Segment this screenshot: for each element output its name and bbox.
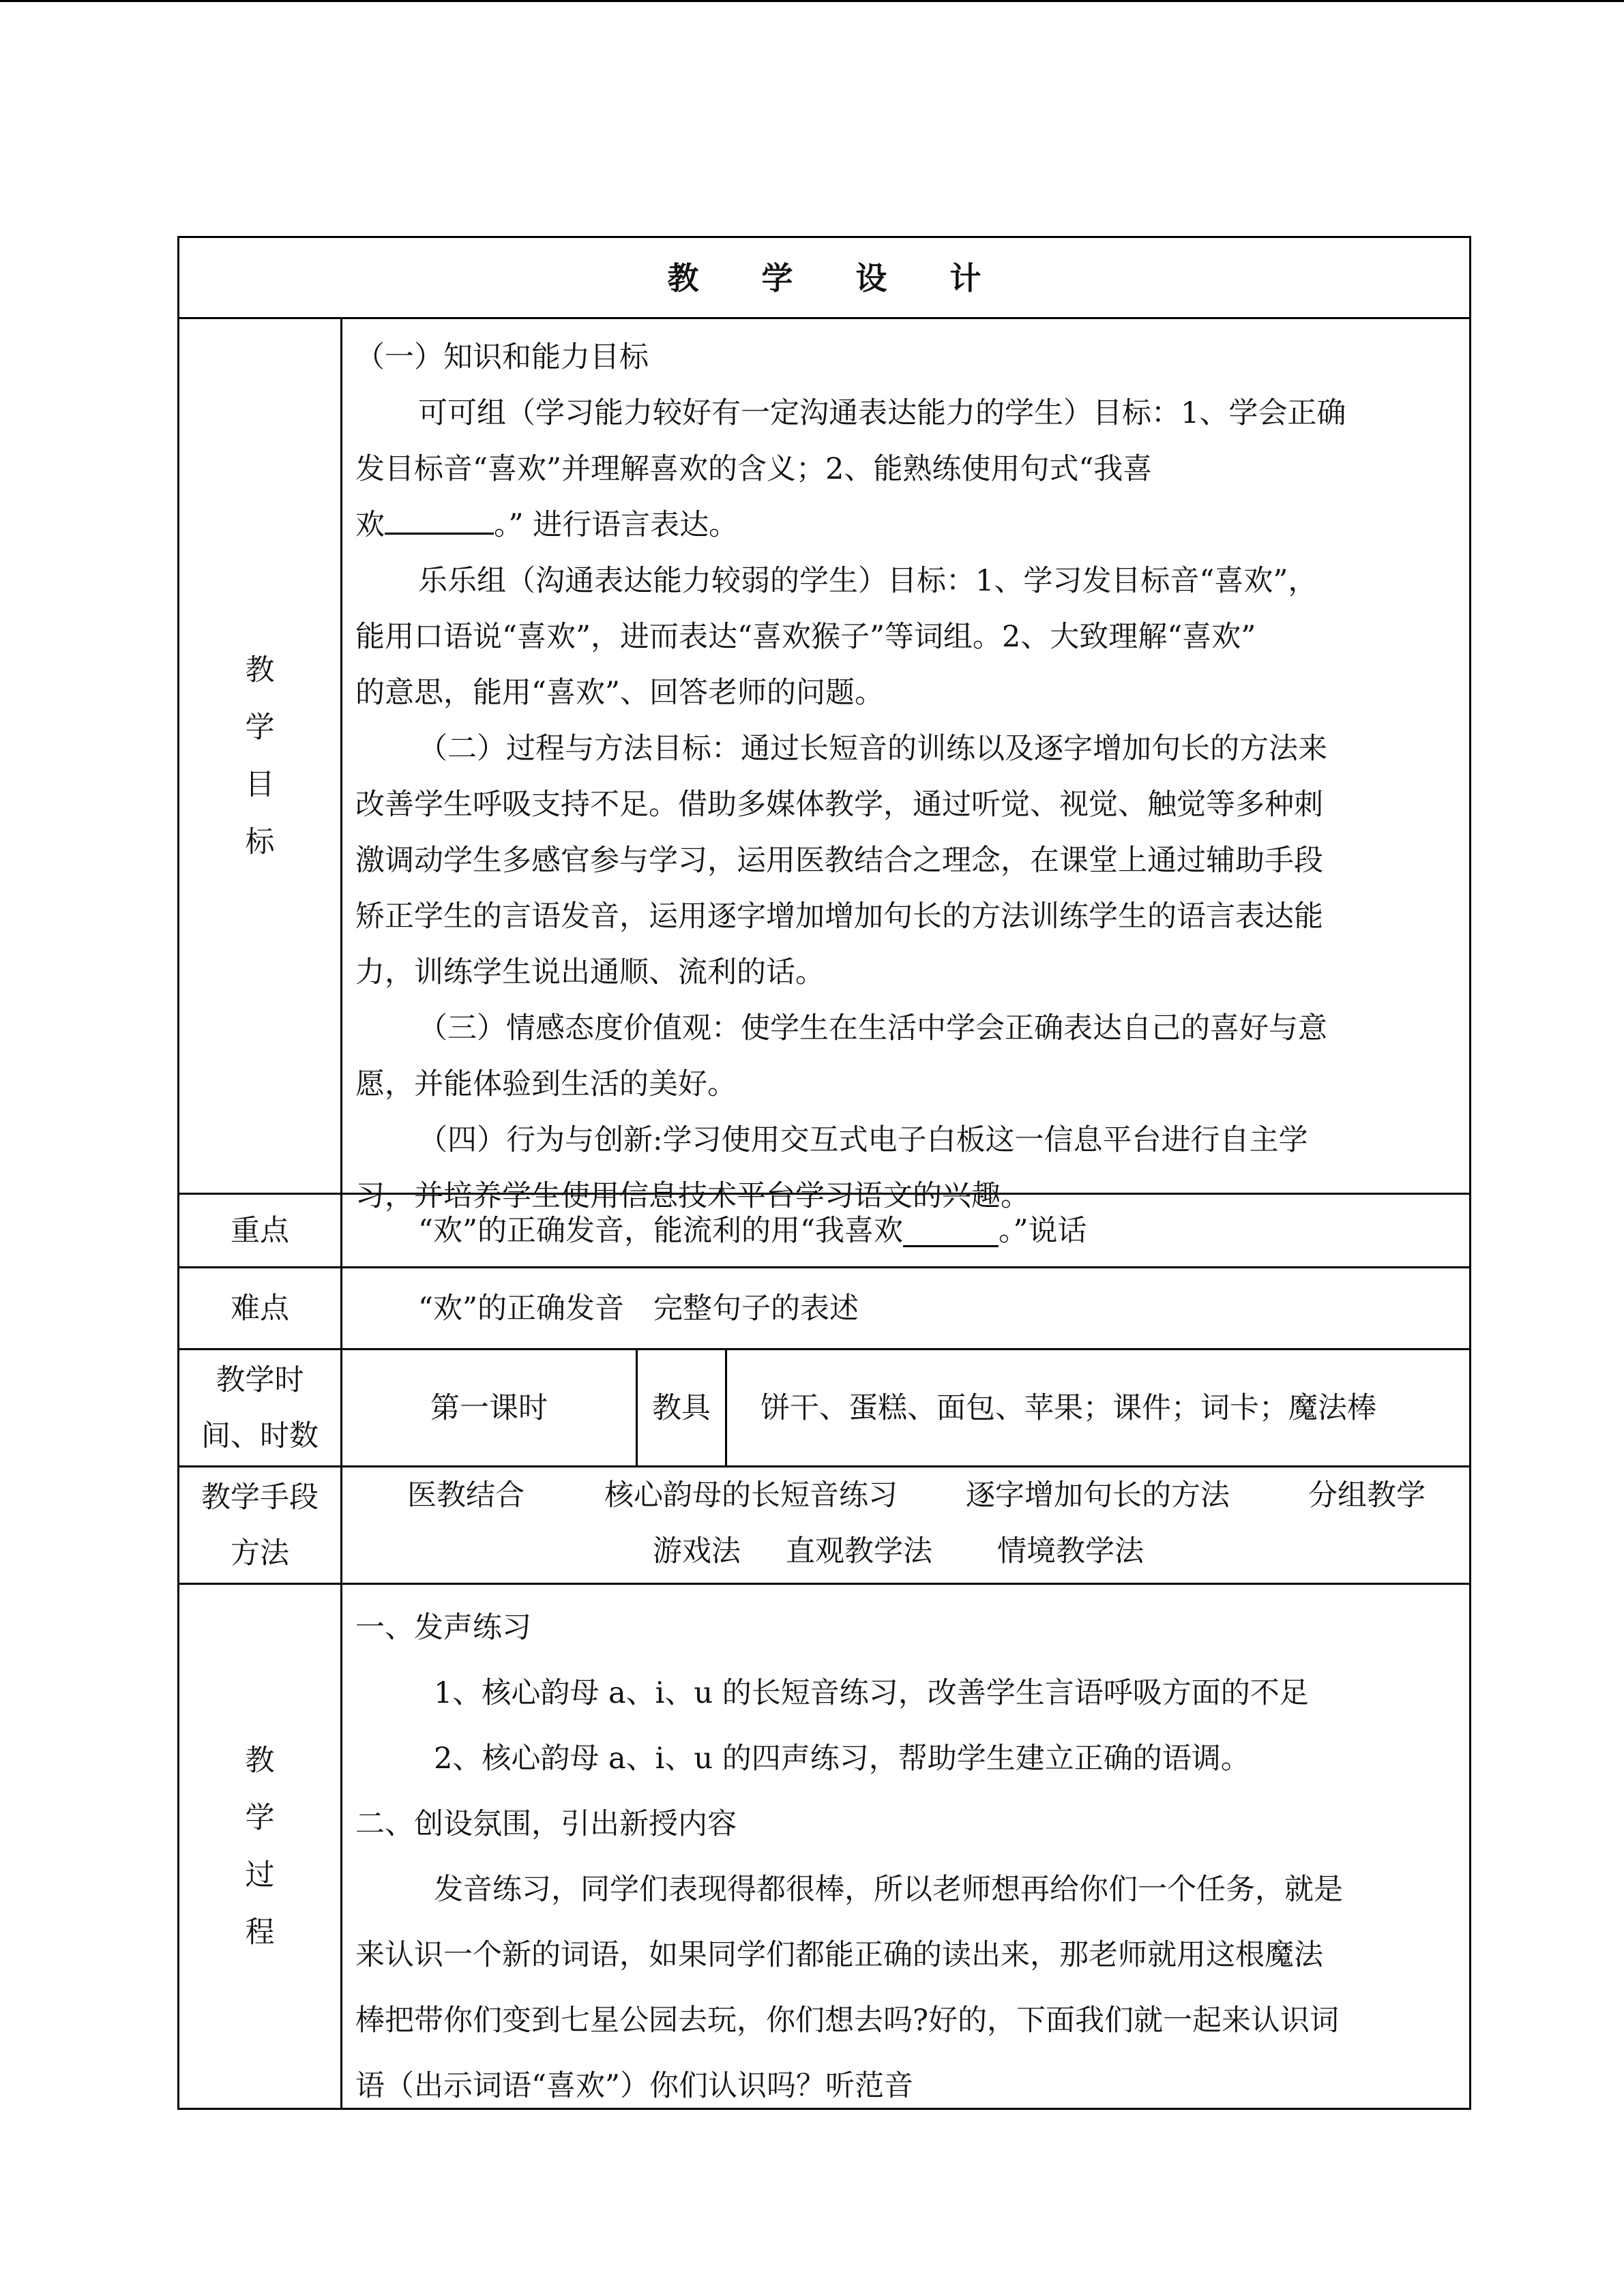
- objectives-line: 矫正学生的言语发音，运用逐字增加增加句长的方法训练学生的语言表达能: [355, 899, 1323, 934]
- process-line: 1、核心韵母 a、i、u 的长短音练习，改善学生言语呼吸方面的不足: [434, 1676, 1309, 1710]
- objectives-line: （四）行为与创新:学习使用交互式电子白板这一信息平台进行自主学: [418, 1123, 1308, 1157]
- process-line: 棒把带你们变到七星公园去玩，你们想去吗?好的，下面我们就一起来认识词: [355, 2003, 1340, 2038]
- fill-in-blank: [385, 501, 494, 535]
- fill-in-blank: [903, 1214, 999, 1247]
- process-label: 教 学 过 程: [245, 1743, 275, 1950]
- methods-label: 教学手段 方法: [201, 1480, 319, 1570]
- time-value: 第一课时: [430, 1390, 548, 1425]
- methods-line: 医教结合 核心韵母的长短音练习 逐字增加句长的方法 分组教学: [407, 1478, 1426, 1512]
- objectives-line: 习，并培养学生使用信息技术平台学习语文的兴趣。: [355, 1179, 1030, 1213]
- process-line: 来认识一个新的词语，如果同学们都能正确的读出来，那老师就用这根魔法: [355, 1938, 1323, 1972]
- process-line: 二、创设氛围，引出新授内容: [355, 1807, 737, 1841]
- time-label: 教学时 间、时数: [201, 1362, 319, 1453]
- tools-label: 教具: [652, 1390, 711, 1425]
- process-line: 发音练习，同学们表现得都很棒，所以老师想再给你们一个任务，就是: [434, 1873, 1343, 1907]
- objectives-line: 可可组（学习能力较好有一定沟通表达能力的学生）目标：1、学会正确: [418, 396, 1346, 430]
- tools-value: 饼干、蛋糕、面包、苹果；课件；词卡；魔法棒: [761, 1390, 1376, 1425]
- objectives-line: （二）过程与方法目标：通过长短音的训练以及逐字增加句长的方法来: [418, 732, 1327, 766]
- objectives-line: 愿，并能体验到生活的美好。: [355, 1067, 737, 1101]
- title-char: 计: [949, 260, 981, 297]
- objectives-line: （一）知识和能力目标: [355, 340, 649, 374]
- row-divider: [179, 1583, 1469, 1585]
- objectives-line: 能用口语说“喜欢”，进而表达“喜欢猴子”等词组。2、大致理解“喜欢”: [355, 620, 1256, 654]
- objectives-line: 欢 。” 进行语言表达。: [355, 497, 1460, 553]
- objectives-line: （三）情感态度价值观：使学生在生活中学会正确表达自己的喜好与意: [418, 1011, 1327, 1045]
- objectives-label: 教 学 目 标: [245, 653, 275, 859]
- title-char: 设: [855, 260, 887, 297]
- objectives-line: 发目标音“喜欢”并理解喜欢的含义；2、能熟练使用句式“我喜: [355, 452, 1153, 486]
- objectives-line: 激调动学生多感官参与学习，运用医教结合之理念，在课堂上通过辅助手段: [355, 844, 1323, 878]
- methods-content: [342, 1467, 1469, 1583]
- objectives-line: 力，训练学生说出通顺、流利的话。: [355, 955, 825, 989]
- key-point-label: 重点: [231, 1213, 289, 1248]
- objectives-line: 改善学生呼吸支持不足。借助多媒体教学，通过听觉、视觉、触觉等多种刺: [355, 788, 1323, 822]
- title-char: 教: [667, 260, 699, 297]
- objectives-line: 的意思，能用“喜欢”、回答老师的问题。: [355, 676, 884, 710]
- lesson-plan-table: [177, 236, 1471, 2110]
- column-divider: [725, 1348, 727, 1465]
- page-top-border: [0, 0, 1624, 2]
- methods-line: 游戏法 直观教学法 情境教学法: [653, 1534, 1144, 1568]
- key-point-text: “欢”的正确发音，能流利的用“我喜欢 。”说话: [418, 1213, 1087, 1248]
- difficulty-text: “欢”的正确发音 完整句子的表述: [418, 1291, 859, 1326]
- title-char: 学: [761, 260, 793, 297]
- objectives-line: 乐乐组（沟通表达能力较弱的学生）目标：1、学习发目标音“喜欢”，: [418, 564, 1318, 598]
- column-divider: [340, 317, 342, 2108]
- process-content: [355, 1595, 1460, 2119]
- process-line: 语（出示词语“喜欢”）你们认识吗？听范音: [355, 2069, 913, 2103]
- process-line: 2、核心韵母 a、i、u 的四声练习，帮助学生建立正确的语调。: [434, 1742, 1250, 1776]
- objectives-content: [355, 329, 1460, 1224]
- difficulty-label: 难点: [231, 1291, 289, 1326]
- table-title: [179, 238, 1469, 318]
- process-line: 一、发声练习: [355, 1611, 531, 1645]
